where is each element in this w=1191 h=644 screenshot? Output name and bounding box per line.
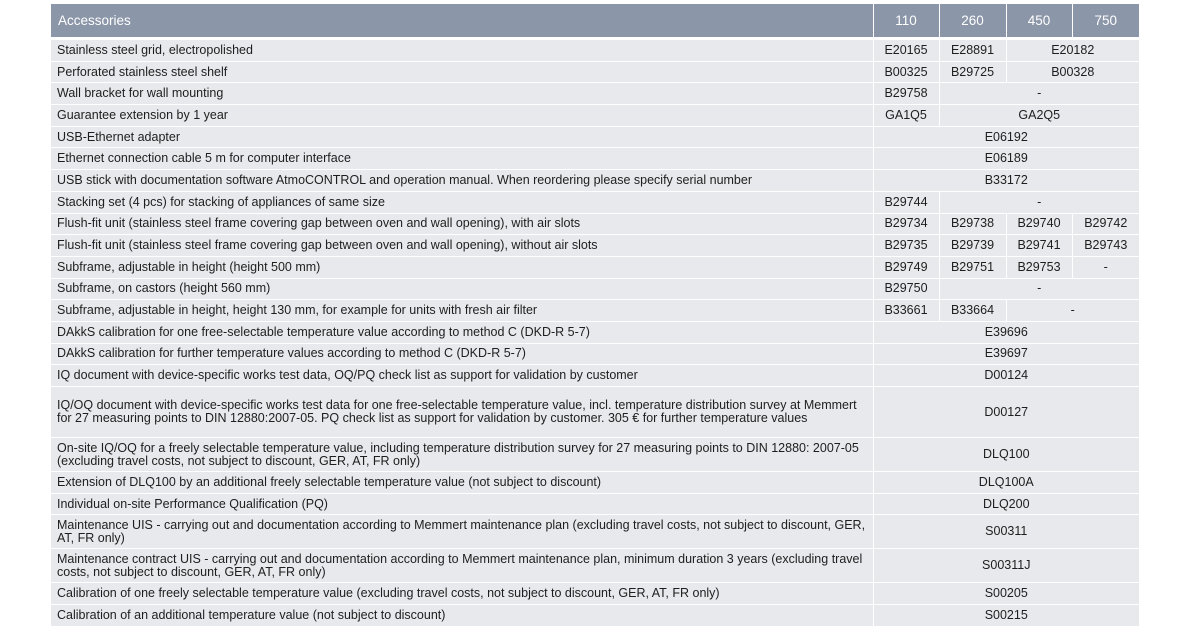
article-number: S00311 xyxy=(873,515,1139,549)
article-number: E39697 xyxy=(873,343,1139,365)
article-number: B00325 xyxy=(873,61,939,83)
article-number: B29739 xyxy=(939,235,1006,257)
accessory-description: Calibration of an additional temperature value (not subject to discount) xyxy=(51,605,873,626)
article-number: B33664 xyxy=(939,300,1006,322)
accessory-description: IQ/OQ document with device-specific works test data for one free-selectable temperature value, incl. temperature distribution survey at Memmert for 27 measuring points to DIN 12880:2007-05. PQ check list as support for validation by customer. 305 € for further temperature values xyxy=(51,387,873,438)
article-number: B33661 xyxy=(873,300,939,322)
article-number: DLQ200 xyxy=(873,493,1139,515)
article-number: B29750 xyxy=(873,278,939,300)
article-number: B29751 xyxy=(939,256,1006,278)
article-number: GA2Q5 xyxy=(939,105,1139,127)
table-row xyxy=(51,126,1139,148)
table-row xyxy=(51,438,1139,472)
table-row xyxy=(51,191,1139,213)
accessory-description: Stacking set (4 pcs) for stacking of appliances of same size xyxy=(51,191,873,213)
table-row xyxy=(51,343,1139,365)
accessory-description: Subframe, adjustable in height, height 130 mm, for example for units with fresh air filter xyxy=(51,300,873,322)
header-row xyxy=(51,4,1139,39)
article-number: B29735 xyxy=(873,235,939,257)
article-number: - xyxy=(939,191,1139,213)
table-row xyxy=(51,256,1139,278)
header-size-450: 450 xyxy=(1006,4,1072,39)
accessory-description: Stainless steel grid, electropolished xyxy=(51,39,873,62)
table-row xyxy=(51,365,1139,387)
accessory-description: USB-Ethernet adapter xyxy=(51,126,873,148)
accessories-table-wrapper xyxy=(51,4,1139,626)
article-number: B29743 xyxy=(1072,235,1139,257)
table-row xyxy=(51,583,1139,605)
accessory-description: DAkkS calibration for one free-selectable temperature value according to method C (DKD-R 5-7) xyxy=(51,321,873,343)
table-row xyxy=(51,493,1139,515)
article-number: E20182 xyxy=(1006,39,1139,62)
table-row xyxy=(51,235,1139,257)
article-number: B33172 xyxy=(873,170,1139,192)
article-number: B29725 xyxy=(939,61,1006,83)
article-number: - xyxy=(1006,300,1139,322)
accessory-description: Wall bracket for wall mounting xyxy=(51,83,873,105)
accessory-description: Extension of DLQ100 by an additional freely selectable temperature value (not subject to discount) xyxy=(51,472,873,494)
article-number: D00124 xyxy=(873,365,1139,387)
table-row xyxy=(51,278,1139,300)
table-row xyxy=(51,605,1139,626)
accessory-description: IQ document with device-specific works test data, OQ/PQ check list as support for validation by customer xyxy=(51,365,873,387)
article-number: B29740 xyxy=(1006,213,1072,235)
article-number: S00311J xyxy=(873,549,1139,583)
table-row xyxy=(51,148,1139,170)
article-number: E39696 xyxy=(873,321,1139,343)
article-number: E20165 xyxy=(873,39,939,62)
article-number: D00127 xyxy=(873,387,1139,438)
article-number: GA1Q5 xyxy=(873,105,939,127)
table-row xyxy=(51,213,1139,235)
header-size-750: 750 xyxy=(1072,4,1139,39)
table-row xyxy=(51,515,1139,549)
table-row xyxy=(51,472,1139,494)
table-row xyxy=(51,321,1139,343)
accessory-description: USB stick with documentation software AtmoCONTROL and operation manual. When reordering please specify serial number xyxy=(51,170,873,192)
table-row xyxy=(51,105,1139,127)
article-number: DLQ100A xyxy=(873,472,1139,494)
accessory-description: Ethernet connection cable 5 m for computer interface xyxy=(51,148,873,170)
table-row xyxy=(51,170,1139,192)
table-row xyxy=(51,61,1139,83)
article-number: B29742 xyxy=(1072,213,1139,235)
article-number: E28891 xyxy=(939,39,1006,62)
article-number: S00215 xyxy=(873,605,1139,626)
article-number: B00328 xyxy=(1006,61,1139,83)
table-body xyxy=(51,39,1139,626)
accessory-description: Subframe, on castors (height 560 mm) xyxy=(51,278,873,300)
table-row xyxy=(51,83,1139,105)
accessory-description: On-site IQ/OQ for a freely selectable temperature value, including temperature distribution survey for 27 measuring points to DIN 12880: 2007-05 (excluding travel costs, not subject to discount, GER, AT, FR only) xyxy=(51,438,873,472)
article-number: B29753 xyxy=(1006,256,1072,278)
article-number: B29734 xyxy=(873,213,939,235)
accessory-description: Subframe, adjustable in height (height 500 mm) xyxy=(51,256,873,278)
accessory-description: Guarantee extension by 1 year xyxy=(51,105,873,127)
accessory-description: Calibration of one freely selectable temperature value (excluding travel costs, not subject to discount, GER, AT, FR only) xyxy=(51,583,873,605)
article-number: B29741 xyxy=(1006,235,1072,257)
article-number: - xyxy=(939,278,1139,300)
table-row xyxy=(51,39,1139,62)
article-number: B29744 xyxy=(873,191,939,213)
accessory-description: Perforated stainless steel shelf xyxy=(51,61,873,83)
header-size-260: 260 xyxy=(939,4,1006,39)
header-accessories: Accessories xyxy=(51,4,873,39)
table-row xyxy=(51,387,1139,438)
accessory-description: Individual on-site Performance Qualification (PQ) xyxy=(51,493,873,515)
article-number: - xyxy=(939,83,1139,105)
article-number: B29749 xyxy=(873,256,939,278)
table-row xyxy=(51,300,1139,322)
article-number: S00205 xyxy=(873,583,1139,605)
table-row xyxy=(51,549,1139,583)
article-number: B29758 xyxy=(873,83,939,105)
article-number: E06192 xyxy=(873,126,1139,148)
table-header xyxy=(51,4,1139,39)
accessories-table xyxy=(51,4,1139,626)
article-number: E06189 xyxy=(873,148,1139,170)
article-number: DLQ100 xyxy=(873,438,1139,472)
accessory-description: Flush-fit unit (stainless steel frame covering gap between oven and wall opening), without air slots xyxy=(51,235,873,257)
accessory-description: Flush-fit unit (stainless steel frame covering gap between oven and wall opening), with air slots xyxy=(51,213,873,235)
article-number: - xyxy=(1072,256,1139,278)
header-size-110: 110 xyxy=(873,4,939,39)
accessory-description: Maintenance contract UIS - carrying out and documentation according to Memmert maintenance plan, minimum duration 3 years (excluding travel costs, not subject to discount, GER, AT, FR only) xyxy=(51,549,873,583)
article-number: B29738 xyxy=(939,213,1006,235)
accessory-description: DAkkS calibration for further temperature values according to method C (DKD-R 5-7) xyxy=(51,343,873,365)
accessory-description: Maintenance UIS - carrying out and documentation according to Memmert maintenance plan (excluding travel costs, not subject to discount, GER, AT, FR only) xyxy=(51,515,873,549)
